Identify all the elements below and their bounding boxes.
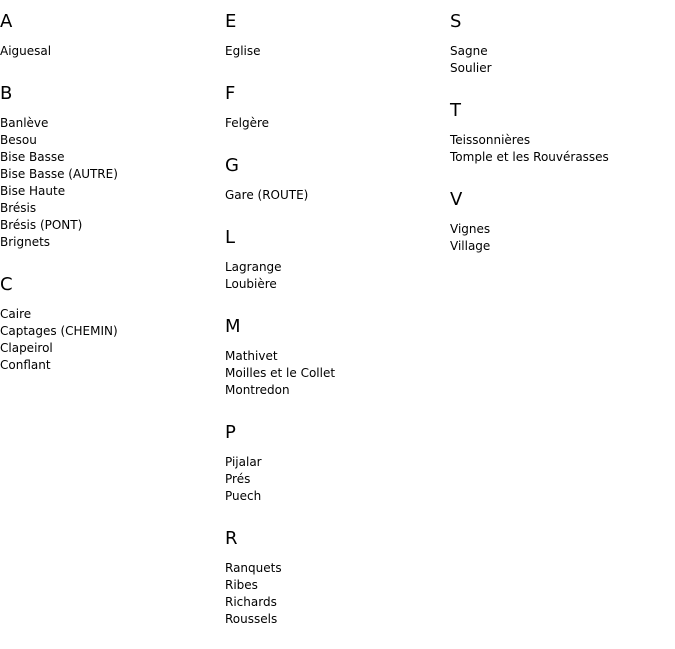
letter-group [225, 144, 450, 204]
entry-list [225, 115, 450, 132]
letter-heading: L [225, 227, 236, 248]
entry-list [450, 221, 675, 255]
index-entry-link[interactable]: Conflant [0, 358, 51, 372]
letter-heading: V [450, 189, 463, 210]
index-entry-link[interactable]: Aiguesal [0, 44, 52, 58]
entry-list [225, 43, 450, 60]
index-entry-link[interactable]: Loubière [225, 277, 277, 291]
index-entry-link[interactable]: Caire [0, 307, 32, 321]
index-entry-link[interactable]: Gare (ROUTE) [225, 188, 309, 202]
letter-group [0, 0, 225, 60]
index-entry-link[interactable]: Banlève [0, 116, 49, 130]
index-entry-link[interactable]: Lagrange [225, 260, 282, 274]
letter-group [0, 263, 225, 374]
entry-list [450, 132, 675, 166]
letter-group [450, 89, 675, 166]
index-entry-link[interactable]: Felgère [225, 116, 270, 130]
index-entry-link[interactable]: Richards [225, 595, 277, 609]
index-entry-link[interactable]: Sagne [450, 44, 488, 58]
index-entry-link[interactable]: Tomple et les Rouvérasses [450, 150, 609, 164]
index-entry-link[interactable]: Vignes [450, 222, 491, 236]
letter-group [225, 216, 450, 293]
letter-group [0, 72, 225, 251]
index-entry-link[interactable]: Roussels [225, 612, 278, 626]
entry-list [225, 348, 450, 399]
index-entry-link[interactable]: Puech [225, 489, 262, 503]
index-entry-link[interactable]: Bise Basse [0, 150, 65, 164]
letter-group [225, 517, 450, 628]
index-entry-link[interactable]: Brésis [0, 201, 37, 215]
index-entry-link[interactable]: Village [450, 239, 491, 253]
index-column [0, 0, 225, 386]
index-entry-link[interactable]: Bise Haute [0, 184, 66, 198]
letter-group [225, 411, 450, 505]
index-entry-link[interactable]: Ribes [225, 578, 258, 592]
index-entry-link[interactable]: Prés [225, 472, 251, 486]
letter-heading: M [225, 316, 241, 337]
index-entry-link[interactable]: Ranquets [225, 561, 282, 575]
index-entry-link[interactable]: Pijalar [225, 455, 262, 469]
index-entry-link[interactable]: Teissonnières [450, 133, 531, 147]
letter-heading: E [225, 11, 237, 32]
letter-heading: G [225, 155, 239, 176]
index-column [450, 0, 675, 267]
index-entry-link[interactable]: Captages (CHEMIN) [0, 324, 118, 338]
entry-list [225, 259, 450, 293]
index-entry-link[interactable]: Bise Basse (AUTRE) [0, 167, 118, 181]
index-entry-link[interactable]: Besou [0, 133, 37, 147]
entry-list [225, 187, 450, 204]
entry-list [225, 560, 450, 628]
entry-list [225, 454, 450, 505]
letter-heading: A [0, 11, 13, 32]
letter-group [450, 0, 675, 77]
letter-heading: B [0, 83, 13, 104]
entry-list [0, 306, 225, 374]
letter-heading: T [450, 100, 461, 121]
index-entry-link[interactable]: Mathivet [225, 349, 278, 363]
index-entry-link[interactable]: Clapeirol [0, 341, 53, 355]
letter-group [225, 0, 450, 60]
letter-group [225, 305, 450, 399]
entry-list [0, 115, 225, 251]
index-entry-link[interactable]: Brésis (PONT) [0, 218, 83, 232]
letter-heading: P [225, 422, 236, 443]
index-column [225, 0, 450, 640]
letter-heading: S [450, 11, 462, 32]
entry-list [0, 43, 225, 60]
letter-heading: C [0, 274, 13, 295]
index-entry-link[interactable]: Moilles et le Collet [225, 366, 336, 380]
letter-group [450, 178, 675, 255]
index-entry-link[interactable]: Montredon [225, 383, 290, 397]
letter-heading: R [225, 528, 238, 549]
letter-heading: F [225, 83, 236, 104]
index-entry-link[interactable]: Brignets [0, 235, 51, 249]
index-entry-link[interactable]: Eglise [225, 44, 261, 58]
entry-list [450, 43, 675, 77]
letter-group [225, 72, 450, 132]
index-entry-link[interactable]: Soulier [450, 61, 492, 75]
